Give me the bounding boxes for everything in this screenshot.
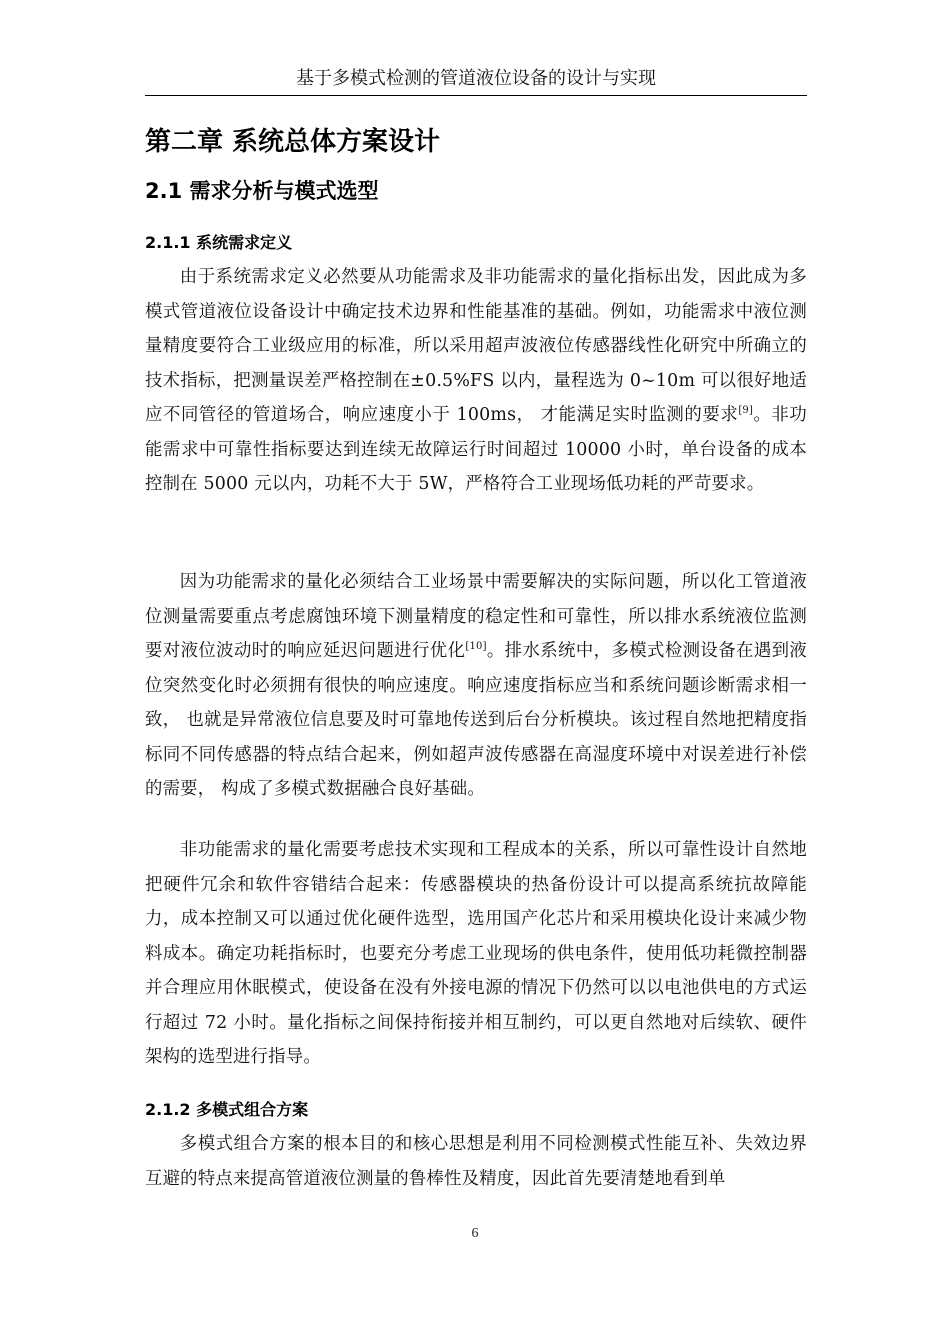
paragraph-2-text-b: 。排水系统中，多模式检测设备在遇到液位突然变化时必须拥有很快的响应速度。响应速度指标应当和系统问题诊断需求相一致， 也就是异常液位信息要及时可靠地传送到后台分析模块。该过程自然地把精度指标同不同传感器的特点结合起来，例如超声波传感器在高湿度环境中对误差进行补偿的需要， 构成了多模式数据融合良好基础。	[145, 641, 808, 799]
citation-9[interactable]: [9]	[738, 405, 754, 417]
subsection-heading-2-1-2: 2.1.2 多模式组合方案	[145, 1100, 309, 1119]
paragraph-4: 多模式组合方案的根本目的和核心思想是利用不同检测模式性能互补、失效边界互避的特点来提高管道液位测量的鲁棒性及精度，因此首先要清楚地看到单	[145, 1134, 807, 1189]
running-header: 基于多模式检测的管道液位设备的设计与实现	[145, 63, 807, 96]
paragraph-1	[145, 260, 807, 502]
subsection-heading-2-1-1: 2.1.1 系统需求定义	[145, 233, 293, 252]
page-number: 6	[471, 1226, 479, 1241]
paragraph-1-text-a: 由于系统需求定义必然要从功能需求及非功能需求的量化指标出发，因此成为多模式管道液位设备设计中确定技术边界和性能基准的基础。例如，功能需求中液位测量精度要符合工业级应用的标准，所以采用超声波液位传感器线性化研究中所确立的技术指标，把测量误差严格控制在±0.5%FS 以内，量程选为 0~10m 可以很好地适应不同管径的管道场合，响应速度小于 100ms， 才能满足实时监测的要求	[145, 267, 807, 425]
chapter-title: 第二章 系统总体方案设计	[145, 127, 441, 157]
section-heading-2-1: 2.1 需求分析与模式选型	[145, 179, 379, 203]
paragraph-3: 非功能需求的量化需要考虑技术实现和工程成本的关系，所以可靠性设计自然地把硬件冗余和软件容错结合起来：传感器模块的热备份设计可以提高系统抗故障能力，成本控制又可以通过优化硬件选型，选用国产化芯片和采用模块化设计来减少物料成本。确定功耗指标时，也要充分考虑工业现场的供电条件，使用低功耗微控制器并合理应用休眠模式，使设备在没有外接电源的情况下仍然可以以电池供电的方式运行超过 72 小时。量化指标之间保持衔接并相互制约，可以更自然地对后续软、硬件架构的选型进行指导。	[145, 840, 807, 1067]
paragraph-1-text-b: 。非功能需求中可靠性指标要达到连续无故障运行时间超过 10000 小时，单台设备的成本控制在 5000 元以内，功耗不大于 5W，严格符合工业现场低功耗的严苛要求。	[145, 405, 807, 494]
citation-10[interactable]: [10]	[465, 641, 487, 653]
paragraph-2-text-a: 因为功能需求的量化必须结合工业场景中需要解决的实际问题，所以化工管道液位测量需要重点考虑腐蚀环境下测量精度的稳定性和可靠性，所以排水系统液位监测要对液位波动时的响应延迟问题进行优化	[145, 572, 807, 661]
paragraph-2	[145, 565, 807, 807]
